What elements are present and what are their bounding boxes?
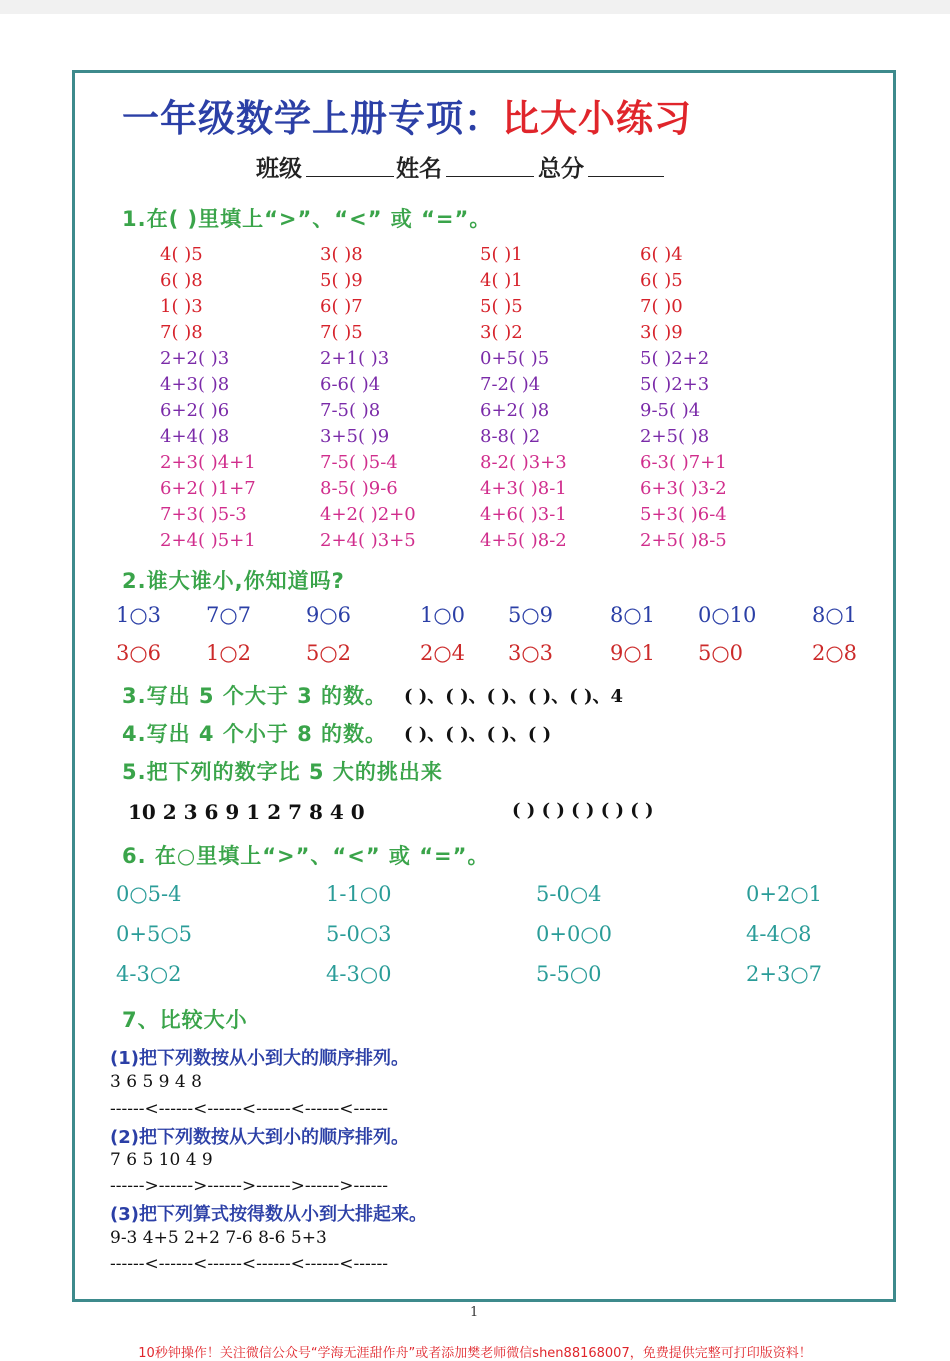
section-5-numbers: 10 2 3 6 9 1 2 7 8 4 0 — [128, 800, 365, 824]
comparison-exercise: 4( )5 — [160, 244, 203, 265]
comparison-exercise: 3( )2 — [480, 322, 523, 343]
comparison-exercise: 6( )8 — [160, 270, 203, 291]
comparison-exercise: 7+3( )5-3 — [160, 504, 247, 525]
comparison-exercise: 7-5( )8 — [320, 400, 381, 421]
part-1-answer-line: ------<------<------<------<------<------ — [110, 1099, 389, 1119]
circle-comparison: 2+3○7 — [746, 962, 823, 986]
section-1-heading: 1.在( )里填上“>”、“<” 或 “=”。 — [122, 207, 492, 231]
comparison-exercise: 2+2( )3 — [160, 348, 230, 369]
comparison-exercise: 0+5( )5 — [480, 348, 550, 369]
comparison-exercise: 6( )5 — [640, 270, 683, 291]
section-7-heading: 7、比较大小 — [122, 1008, 248, 1032]
comparison-exercise: 6( )7 — [320, 296, 363, 317]
circle-comparison: 0○10 — [698, 603, 757, 627]
circle-comparison: 9○1 — [610, 641, 656, 665]
circle-comparison: 5○9 — [508, 603, 554, 627]
class-label: 班级 — [256, 156, 302, 182]
comparison-exercise: 6+2( )1+7 — [160, 478, 256, 499]
circle-comparison: 8○1 — [812, 603, 858, 627]
comparison-exercise: 6+2( )8 — [480, 400, 550, 421]
score-blank — [588, 176, 664, 177]
comparison-exercise: 5( )1 — [480, 244, 523, 265]
section-5-blanks: ( ) ( ) ( ) ( ) ( ) — [512, 800, 654, 821]
circle-comparison: 5-0○4 — [536, 882, 602, 906]
circle-comparison: 0+2○1 — [746, 882, 823, 906]
comparison-exercise: 7( )8 — [160, 322, 203, 343]
part-2-answer-line: ------>------>------>------>------>------ — [110, 1176, 389, 1196]
page-title — [122, 88, 692, 142]
comparison-exercise: 6+3( )3-2 — [640, 478, 727, 499]
footer-note: 10秒钟操作！关注微信公众号“学海无涯甜作舟”或者添加樊老师微信shen88168007，免费提供完整可打印版资料！ — [138, 1346, 812, 1361]
circle-comparison: 3○6 — [116, 641, 162, 665]
part-3-answer-line: ------<------<------<------<------<------ — [110, 1254, 389, 1274]
comparison-exercise: 2+4( )5+1 — [160, 530, 256, 551]
circle-comparison: 4-4○8 — [746, 922, 812, 946]
comparison-exercise: 6( )4 — [640, 244, 683, 265]
section-2-heading: 2.谁大谁小,你知道吗? — [122, 569, 345, 593]
circle-comparison: 4-3○0 — [326, 962, 392, 986]
top-bar — [0, 0, 950, 14]
circle-comparison: 5-0○3 — [326, 922, 392, 946]
comparison-exercise: 7-2( )4 — [480, 374, 541, 395]
comparison-exercise: 6-6( )4 — [320, 374, 381, 395]
comparison-exercise: 8-2( )3+3 — [480, 452, 567, 473]
score-label: 总分 — [538, 156, 584, 182]
part-1-numbers: 3 6 5 9 4 8 — [110, 1072, 202, 1092]
section-4-heading: 4.写出 4 个小于 8 的数。 — [122, 722, 388, 746]
comparison-exercise: 1( )3 — [160, 296, 203, 317]
comparison-exercise: 7-5( )5-4 — [320, 452, 398, 473]
comparison-exercise: 5+3( )6-4 — [640, 504, 727, 525]
circle-comparison: 0+0○0 — [536, 922, 613, 946]
circle-comparison: 2○8 — [812, 641, 858, 665]
section-6-heading: 6. 在○里填上“>”、“<” 或 “=”。 — [122, 844, 490, 868]
circle-comparison: 5-5○0 — [536, 962, 602, 986]
comparison-exercise: 4( )1 — [480, 270, 523, 291]
circle-comparison: 5○0 — [698, 641, 744, 665]
comparison-exercise: 5( )9 — [320, 270, 363, 291]
section-3-heading: 3.写出 5 个大于 3 的数。 — [122, 684, 388, 708]
comparison-exercise: 6-3( )7+1 — [640, 452, 727, 473]
circle-comparison: 7○7 — [206, 603, 252, 627]
comparison-exercise: 4+3( )8-1 — [480, 478, 567, 499]
comparison-exercise: 4+3( )8 — [160, 374, 230, 395]
circle-comparison: 4-3○2 — [116, 962, 182, 986]
comparison-exercise: 5( )2+2 — [640, 348, 710, 369]
circle-comparison: 1-1○0 — [326, 882, 392, 906]
comparison-exercise: 9-5( )4 — [640, 400, 701, 421]
comparison-exercise: 4+4( )8 — [160, 426, 230, 447]
comparison-exercise: 5( )2+3 — [640, 374, 710, 395]
comparison-exercise: 8-5( )9-6 — [320, 478, 398, 499]
part-3-title: (3)把下列算式按得数从小到大排起来。 — [110, 1204, 427, 1225]
class-blank — [306, 176, 394, 177]
comparison-exercise: 3( )8 — [320, 244, 363, 265]
section-4-answers: ( )、( )、( )、( ) — [404, 724, 552, 745]
title-part-2: 比大小练习 — [502, 97, 692, 140]
comparison-exercise: 2+3( )4+1 — [160, 452, 256, 473]
comparison-exercise: 3( )9 — [640, 322, 683, 343]
comparison-exercise: 5( )5 — [480, 296, 523, 317]
circle-comparison: 1○0 — [420, 603, 466, 627]
comparison-exercise: 4+6( )3-1 — [480, 504, 567, 525]
circle-comparison: 0○5-4 — [116, 882, 182, 906]
comparison-exercise: 2+5( )8 — [640, 426, 710, 447]
comparison-exercise: 4+2( )2+0 — [320, 504, 416, 525]
part-2-numbers: 7 6 5 10 4 9 — [110, 1150, 213, 1170]
part-3-expressions: 9-3 4+5 2+2 7-6 8-6 5+3 — [110, 1228, 327, 1248]
circle-comparison: 1○2 — [206, 641, 252, 665]
circle-comparison: 9○6 — [306, 603, 352, 627]
comparison-exercise: 7( )0 — [640, 296, 683, 317]
comparison-exercise: 2+5( )8-5 — [640, 530, 727, 551]
comparison-exercise: 6+2( )6 — [160, 400, 230, 421]
part-1-title: (1)把下列数按从小到大的顺序排列。 — [110, 1048, 409, 1069]
section-5-heading: 5.把下列的数字比 5 大的挑出来 — [122, 760, 443, 784]
circle-comparison: 5○2 — [306, 641, 352, 665]
comparison-exercise: 8-8( )2 — [480, 426, 541, 447]
comparison-exercise: 4+5( )8-2 — [480, 530, 567, 551]
circle-comparison: 2○4 — [420, 641, 466, 665]
section-3-answers: ( )、( )、( )、( )、( )、4 — [404, 686, 624, 707]
name-label: 姓名 — [396, 156, 442, 182]
circle-comparison: 8○1 — [610, 603, 656, 627]
comparison-exercise: 3+5( )9 — [320, 426, 390, 447]
circle-comparison: 3○3 — [508, 641, 554, 665]
name-blank — [446, 176, 534, 177]
circle-comparison: 0+5○5 — [116, 922, 193, 946]
title-part-1: 一年级数学上册专项： — [122, 97, 502, 140]
comparison-exercise: 2+4( )3+5 — [320, 530, 416, 551]
part-2-title: (2)把下列数按从大到小的顺序排列。 — [110, 1127, 409, 1148]
comparison-exercise: 7( )5 — [320, 322, 363, 343]
comparison-exercise: 2+1( )3 — [320, 348, 390, 369]
circle-comparison: 1○3 — [116, 603, 162, 627]
page-number: 1 — [470, 1305, 479, 1320]
